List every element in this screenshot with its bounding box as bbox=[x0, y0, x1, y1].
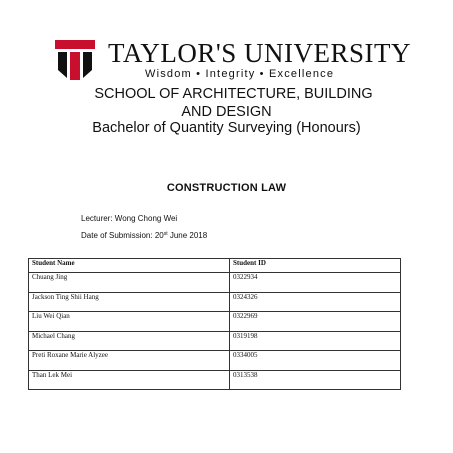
emblem-left-pillar bbox=[58, 52, 67, 78]
submission-date-suffix: June 2018 bbox=[167, 231, 208, 240]
university-logo bbox=[55, 38, 411, 80]
emblem-right-pillar bbox=[83, 52, 92, 78]
students-table bbox=[28, 258, 401, 390]
table-row bbox=[29, 370, 401, 390]
emblem-top-bar bbox=[55, 40, 95, 49]
student-name-cell: Than Lek Mei bbox=[29, 370, 230, 390]
student-name-cell: Preti Roxane Marie Alyzee bbox=[29, 351, 230, 371]
submission-date-line bbox=[81, 231, 207, 240]
submission-date-prefix: Date of Submission: 20 bbox=[81, 231, 164, 240]
school-name-line1: SCHOOL OF ARCHITECTURE, BUILDING bbox=[94, 86, 373, 102]
student-id-cell: 0334005 bbox=[230, 351, 401, 371]
submission-date-ordinal: st bbox=[163, 231, 168, 237]
student-id-cell: 0322969 bbox=[230, 312, 401, 332]
university-tagline: Wisdom • Integrity • Excellence bbox=[145, 68, 335, 80]
degree-title: Bachelor of Quantity Surveying (Honours) bbox=[92, 120, 361, 136]
lecturer-line: Lecturer: Wong Chong Wei bbox=[81, 214, 178, 223]
university-wordmark: TAYLOR'S UNIVERSITY bbox=[108, 38, 411, 68]
student-id-cell: 0319198 bbox=[230, 331, 401, 351]
student-id-cell: 0324326 bbox=[230, 292, 401, 312]
table-row bbox=[29, 273, 401, 293]
student-name-cell: Liu Wei Qian bbox=[29, 312, 230, 332]
student-name-cell: Jackson Ting Shii Hang bbox=[29, 292, 230, 312]
student-id-cell: 0313538 bbox=[230, 370, 401, 390]
table-row bbox=[29, 351, 401, 371]
table-header-row bbox=[29, 259, 401, 273]
header-student-name: Student Name bbox=[29, 259, 230, 273]
school-name bbox=[0, 86, 453, 120]
student-name-cell: Michael Chang bbox=[29, 331, 230, 351]
student-id-cell: 0322934 bbox=[230, 273, 401, 293]
emblem-center-pillar bbox=[70, 52, 80, 80]
table-row bbox=[29, 312, 401, 332]
course-title: CONSTRUCTION LAW bbox=[166, 182, 287, 194]
school-name-line2: AND DESIGN bbox=[181, 104, 272, 120]
table-row bbox=[29, 292, 401, 312]
student-name-cell: Chuang Jing bbox=[29, 273, 230, 293]
header-student-id: Student ID bbox=[230, 259, 401, 273]
university-emblem-icon bbox=[55, 40, 95, 80]
table-row bbox=[29, 331, 401, 351]
